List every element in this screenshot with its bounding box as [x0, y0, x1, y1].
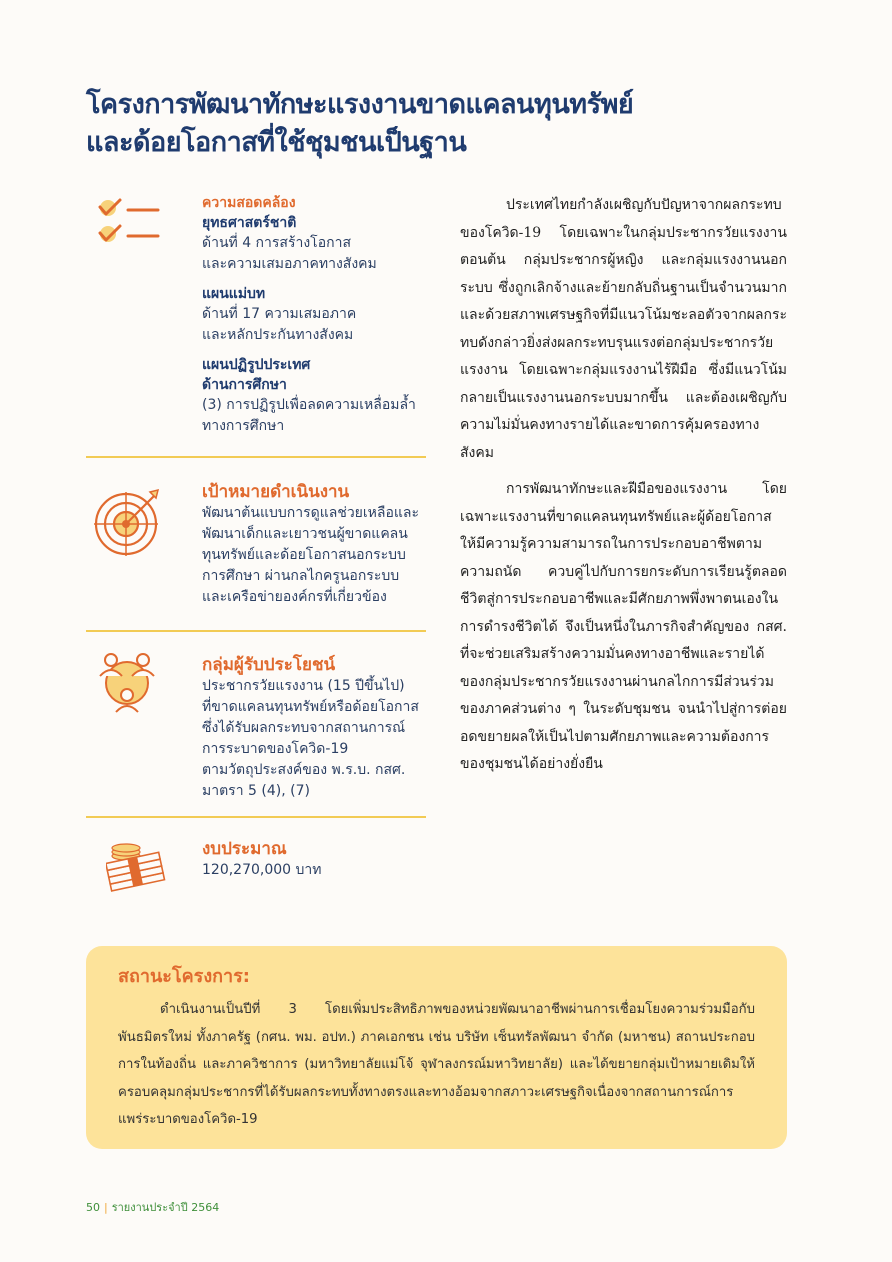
budget-block: [202, 838, 442, 881]
national-strategy-label: ยุทธศาสตร์ชาติ: [202, 215, 297, 231]
page-number: 50: [86, 1201, 100, 1214]
checklist-icon: [94, 196, 162, 244]
budget-heading: งบประมาณ: [202, 839, 287, 859]
alignment-heading: ความสอดคล้อง: [202, 195, 296, 211]
money-stack-icon: [106, 842, 172, 902]
section-divider: [86, 816, 426, 818]
title-line-2: และด้อยโอกาสที่ใช้ชุมชนเป็นฐาน: [86, 127, 467, 158]
page-title: [86, 86, 806, 162]
beneficiaries-text: ประชากรวัยแรงงาน (15 ปีขึ้นไป) ที่ขาดแคลนทุนทรัพย์หรือด้อยโอกาส ซึ่งได้รับผลกระทบจากสถานการณ์ การระบาดของโควิด-19 ตามวัตถุประสงค์ของ พ.ร.บ. กสศ. มาตรา 5 (4), (7): [202, 678, 419, 799]
project-status-panel: [86, 946, 787, 1149]
people-group-icon: [96, 652, 158, 714]
page-footer: [86, 1198, 219, 1216]
report-title: รายงานประจำปี 2564: [111, 1201, 220, 1214]
target-text: พัฒนาต้นแบบการดูแลช่วยเหลือและ พัฒนาเด็กและเยาวชนผู้ขาดแคลน ทุนทรัพย์และด้อยโอกาสนอกระบบ การศึกษา ผ่านกลไกครูนอกระบบ และเครือข่ายองค์กรที่เกี่ยวข้อง: [202, 505, 420, 605]
master-plan-label: แผนแม่บท: [202, 286, 266, 302]
body-paragraph: ประเทศไทยกำลังเผชิญกับปัญหาจากผลกระทบของโควิด-19 โดยเฉพาะในกลุ่มประชากรวัยแรงงานตอนต้น กลุ่มประชากรผู้หญิง และกลุ่มแรงงานนอกระบบ ซึ่งถูกเลิกจ้างและย้ายกลับถิ่นฐานเป็นจำนวนมาก และด้วยสภาพเศรษฐกิจที่มีแนวโน้มชะลอตัวจากผลกระทบดังกล่าวยิ่งส่งผลกระทบรุนแรงต่อกลุ่มประชากรวัยแรงงาน โดยเฉพาะกลุ่มแรงงานไร้ฝีมือ ซึ่งมีแนวโน้มกลายเป็นแรงงานนอกระบบมากขึ้น และต้องเผชิญกับความไม่มั่นคงทางรายได้และขาดการคุ้มครองทางสังคม: [460, 197, 787, 461]
reform-plan-text: (3) การปฏิรูปเพื่อลดความเหลื่อมล้ำ ทางการศึกษา: [202, 397, 416, 434]
budget-amount: 120,270,000 บาท: [202, 862, 322, 878]
status-text: ดำเนินงานเป็นปีที่ 3 โดยเพิ่มประสิทธิภาพของหน่วยพัฒนาอาชีพผ่านการเชื่อมโยงความร่วมมือกับพันธมิตรใหม่ ทั้งภาครัฐ (กศน. พม. อปท.) ภาคเอกชน เช่น บริษัท เซ็นทรัลพัฒนา จำกัด (มหาชน) สถานประกอบการในท้องถิ่น และภาควิชาการ (มหาวิทยาลัยแม่โจ้ จุฬาลงกรณ์มหาวิทยาลัย) และได้ขยายกลุ่มเป้าหมายเดิมให้ครอบคลุมกลุ่มประชากรที่ได้รับผลกระทบทั้งทางตรงและทางอ้อมจากสภาวะเศรษฐกิจเนื่องจากสถานการณ์การแพร่ระบาดของโควิด-19: [118, 1002, 755, 1128]
target-heading: เป้าหมายดำเนินงาน: [202, 482, 350, 502]
national-strategy-text: ด้านที่ 4 การสร้างโอกาส และความเสมอภาคทางสังคม: [202, 235, 377, 272]
section-divider: [86, 456, 426, 458]
body-text-column: [460, 192, 787, 788]
section-divider: [86, 630, 426, 632]
target-icon: [94, 486, 164, 556]
beneficiaries-heading: กลุ่มผู้รับประโยชน์: [202, 655, 336, 675]
target-block: [202, 481, 442, 608]
master-plan-text: ด้านที่ 17 ความเสมอภาค และหลักประกันทางสังคม: [202, 306, 357, 343]
reform-plan-label: แผนปฏิรูปประเทศ: [202, 357, 311, 373]
title-line-1: โครงการพัฒนาทักษะแรงงานขาดแคลนทุนทรัพย์: [86, 89, 634, 120]
body-paragraph: การพัฒนาทักษะและฝีมือของแรงงาน โดยเฉพาะแรงงานที่ขาดแคลนทุนทรัพย์และผู้ด้อยโอกาสให้มีความรู้ความสามารถในการประกอบอาชีพตามความถนัด ควบคู่ไปกับการยกระดับการเรียนรู้ตลอดชีวิตสู่การประกอบอาชีพและมีศักยภาพพึ่งพาตนเองในการดำรงชีวิตได้ จึงเป็นหนึ่งในภารกิจสำคัญของ กสศ. ที่จะช่วยเสริมสร้างความมั่นคงทางอาชีพและรายได้ของกลุ่มประชากรวัยแรงงานผ่านกลไกการมีส่วนร่วมของภาคส่วนต่าง ๆ ในระดับชุมชน จนนำไปสู่การต่อยอดขยายผลให้เป็นไปตามศักยภาพและความต้องการของชุมชนได้อย่างยั่งยืน: [460, 481, 787, 772]
footer-separator: |: [104, 1201, 108, 1214]
alignment-block: [202, 194, 442, 437]
beneficiaries-block: [202, 654, 442, 802]
status-title: สถานะโครงการ:: [118, 966, 251, 987]
reform-plan-sublabel: ด้านการศึกษา: [202, 377, 287, 393]
